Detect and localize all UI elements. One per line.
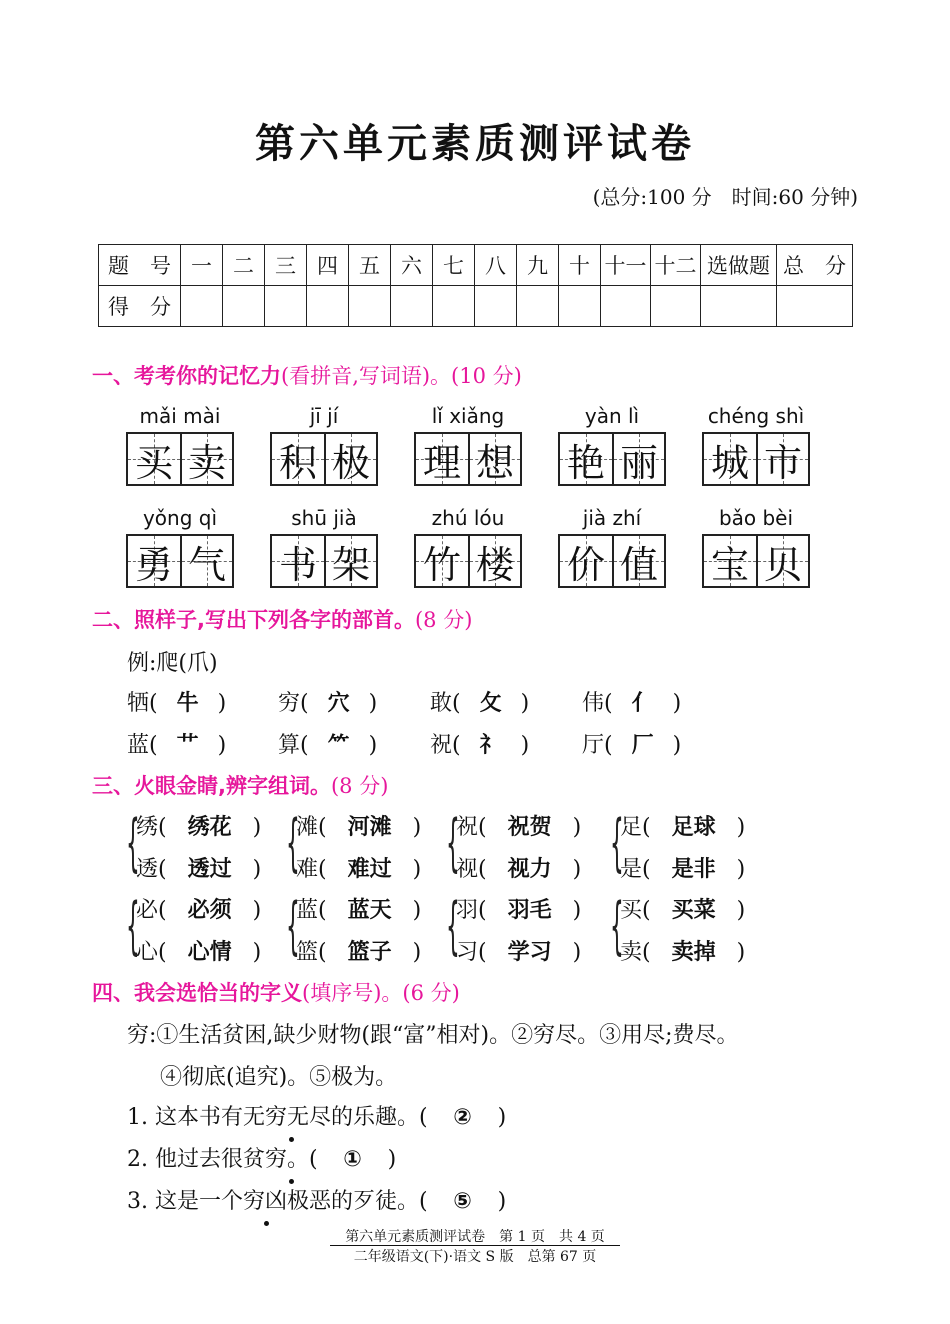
score-cell[interactable] [181, 286, 223, 327]
score-header-cell: 一 [181, 245, 223, 286]
group-answer[interactable]: 卖掉 [671, 940, 716, 965]
section-4-title: 四、我会选恰当的字义 [92, 981, 302, 1005]
question-1 [127, 1100, 506, 1131]
radical-item: 敢( 攵 ) [430, 686, 529, 717]
page-title: 第六单元素质测评试卷 [255, 121, 695, 167]
group-char: 习 [456, 940, 479, 965]
written-character: 理 [422, 440, 461, 485]
group-char: 心 [136, 940, 159, 965]
word-group-item: 滩( 河滩 ) [296, 810, 421, 841]
written-character: 想 [475, 440, 514, 485]
score-cell[interactable] [475, 286, 517, 327]
score-cell[interactable] [223, 286, 265, 327]
section-1-note: (看拼音,写词语)。(10 分) [281, 364, 522, 388]
radical-char: 牺 [127, 691, 150, 716]
group-char: 是 [620, 857, 643, 882]
score-cell[interactable] [601, 286, 651, 327]
grid-cell[interactable] [612, 536, 664, 586]
score-time-info: (总分:100 分 时间:60 分钟) [592, 185, 858, 209]
section-1-heading [92, 360, 522, 390]
group-char: 透 [136, 857, 159, 882]
radical-char: 蓝 [127, 733, 150, 758]
score-header-cell: 八 [475, 245, 517, 286]
question-text: 2. 他过去很贫穷。( [127, 1147, 318, 1172]
question-close: ) [387, 1147, 397, 1172]
word-group-item: 卖( 卖掉 ) [620, 935, 745, 966]
group-answer[interactable]: 祝贺 [507, 815, 552, 840]
radical-item: 牺( 牛 ) [127, 686, 226, 717]
section-1-title: 一、考考你的记忆力 [92, 364, 281, 388]
grid-cell[interactable] [756, 434, 808, 484]
radical-answer[interactable]: 厂 [631, 733, 654, 758]
pinyin-label: yàn lì [584, 404, 640, 428]
group-answer[interactable]: 蓝天 [347, 898, 392, 923]
written-character: 极 [331, 440, 370, 485]
pinyin-label: chéng shì [707, 404, 805, 428]
group-answer[interactable]: 羽毛 [507, 898, 552, 923]
score-header-cell: 总 分 [777, 245, 853, 286]
tian-grid-box [126, 534, 234, 588]
question-close: ) [497, 1189, 507, 1214]
group-char: 蓝 [296, 898, 319, 923]
score-cell[interactable] [517, 286, 559, 327]
word-group-item: 必( 必须 ) [136, 893, 261, 924]
section-2-heading [92, 604, 472, 634]
group-answer[interactable]: 难过 [347, 857, 392, 882]
written-character: 楼 [475, 542, 514, 587]
radical-item: 厅( 厂 ) [582, 728, 681, 759]
section-3-heading [92, 770, 388, 800]
group-char: 必 [136, 898, 159, 923]
group-char: 滩 [296, 815, 319, 840]
group-char: 难 [296, 857, 319, 882]
pinyin-label: yǒng qì [142, 506, 218, 530]
brace-icon: { [126, 889, 140, 962]
question-text: 1. 这本书有无穷无尽的乐趣。( [127, 1105, 428, 1130]
radical-item: 蓝( 艹 ) [127, 728, 226, 759]
group-answer[interactable]: 绣花 [187, 815, 232, 840]
grid-cell[interactable] [756, 536, 808, 586]
section-3-title: 三、火眼金睛,辨字组词。 [92, 774, 331, 798]
brace-icon: { [126, 806, 140, 879]
answer-text[interactable]: ① [343, 1147, 362, 1172]
grid-cell[interactable] [560, 536, 612, 586]
score-header-cell: 二 [223, 245, 265, 286]
grid-cell[interactable] [560, 434, 612, 484]
pinyin-label: zhú lóu [431, 506, 505, 530]
section-2-note: (8 分) [414, 608, 473, 632]
word-group-item: 习( 学习 ) [456, 935, 581, 966]
word-group-item: 买( 买菜 ) [620, 893, 745, 924]
group-char: 买 [620, 898, 643, 923]
tian-grid-box [558, 534, 666, 588]
tian-grid-box [414, 534, 522, 588]
score-header-cell: 六 [391, 245, 433, 286]
group-char: 祝 [456, 815, 479, 840]
radical-item: 算( ⺮ ) [278, 728, 377, 759]
footer-line-2: 二年级语文(下)·语文 S 版 总第 67 页 [353, 1249, 597, 1265]
group-answer[interactable]: 河滩 [347, 815, 392, 840]
score-cell[interactable] [265, 286, 307, 327]
grid-cell[interactable] [704, 434, 756, 484]
score-header-cell: 七 [433, 245, 475, 286]
section-2-title: 二、照样子,写出下列各字的部首。 [92, 608, 415, 632]
score-cell[interactable] [433, 286, 475, 327]
score-cell[interactable] [349, 286, 391, 327]
group-answer[interactable]: 足球 [671, 815, 716, 840]
written-character: 贝 [763, 542, 802, 587]
brace-icon: { [610, 889, 624, 962]
answer-text[interactable]: ⑤ [453, 1189, 472, 1214]
written-character: 积 [278, 440, 317, 485]
score-cell[interactable] [307, 286, 349, 327]
written-character: 市 [763, 440, 802, 485]
grid-cell[interactable] [128, 434, 180, 484]
group-answer[interactable]: 心情 [187, 940, 232, 965]
word-group-item: 祝( 祝贺 ) [456, 810, 581, 841]
grid-cell[interactable] [704, 536, 756, 586]
question-close: ) [497, 1105, 507, 1130]
radical-char: 伟 [582, 691, 605, 716]
written-character: 书 [278, 542, 317, 587]
written-character: 价 [566, 542, 605, 587]
word-group-item: 羽( 羽毛 ) [456, 893, 581, 924]
written-character: 城 [710, 440, 749, 485]
pinyin-label: mǎi mài [139, 404, 221, 428]
question-text: 3. 这是一个穷凶极恶的歹徒。( [127, 1189, 428, 1214]
grid-cell[interactable] [272, 536, 324, 586]
answer-text[interactable]: ② [453, 1105, 472, 1130]
footer-line-1: 第六单元素质测评试卷 第 1 页 共 4 页 [345, 1229, 605, 1245]
score-row-label: 得 分 [99, 286, 181, 327]
score-header-cell: 九 [517, 245, 559, 286]
brace-icon: { [610, 806, 624, 879]
grid-cell[interactable] [468, 536, 520, 586]
pinyin-label: jià zhí [582, 506, 642, 530]
tian-grid-box [702, 534, 810, 588]
brace-icon: { [286, 806, 300, 879]
grid-cell[interactable] [416, 434, 468, 484]
brace-icon: { [446, 806, 460, 879]
written-character: 勇 [134, 542, 173, 587]
radical-char: 算 [278, 733, 301, 758]
word-group-item: 视( 视力 ) [456, 852, 581, 883]
score-table-score-row [99, 286, 853, 327]
group-char: 篮 [296, 940, 319, 965]
written-character: 值 [619, 542, 658, 587]
radical-answer[interactable]: 攵 [479, 691, 502, 716]
word-group-item: 篮( 篮子 ) [296, 935, 421, 966]
word-group-item: 足( 足球 ) [620, 810, 745, 841]
tian-grid-box [702, 432, 810, 486]
section-2-example: 例:爬(爪) [127, 651, 218, 676]
written-character: 气 [187, 542, 226, 587]
group-char: 绣 [136, 815, 159, 840]
definition-line-1: 穷:①生活贫困,缺少财物(跟“富”相对)。②穷尽。③用尽;费尽。 [127, 1023, 739, 1048]
grid-cell[interactable] [612, 434, 664, 484]
grid-cell[interactable] [416, 536, 468, 586]
radical-answer[interactable]: 艹 [176, 733, 199, 758]
tian-grid-box [414, 432, 522, 486]
radical-item: 伟( 亻 ) [582, 686, 681, 717]
score-cell[interactable] [651, 286, 701, 327]
score-table-header-row [99, 245, 853, 286]
score-header-cell: 五 [349, 245, 391, 286]
radical-answer[interactable]: 亻 [631, 691, 654, 716]
word-group-item: 心( 心情 ) [136, 935, 261, 966]
score-cell[interactable] [777, 286, 853, 327]
written-character: 宝 [710, 542, 749, 587]
group-answer[interactable]: 是非 [671, 857, 716, 882]
section-4-note: (填序号)。(6 分) [302, 981, 460, 1005]
question-3 [127, 1184, 506, 1215]
written-character: 架 [331, 542, 370, 587]
tian-grid-box [558, 432, 666, 486]
score-cell[interactable] [559, 286, 601, 327]
score-header-cell: 十一 [601, 245, 651, 286]
radical-item: 祝( 礻 ) [430, 728, 529, 759]
question-2 [127, 1142, 396, 1173]
radical-answer[interactable]: 穴 [327, 691, 350, 716]
pinyin-label: bǎo bèi [718, 506, 794, 530]
group-answer[interactable]: 篮子 [347, 940, 392, 965]
score-header-cell: 四 [307, 245, 349, 286]
pinyin-label: lǐ xiǎng [431, 404, 505, 428]
grid-cell[interactable] [324, 536, 376, 586]
group-char: 足 [620, 815, 643, 840]
radical-char: 敢 [430, 691, 453, 716]
word-group-item: 绣( 绣花 ) [136, 810, 261, 841]
group-answer[interactable]: 视力 [507, 857, 552, 882]
group-char: 卖 [620, 940, 643, 965]
written-character: 艳 [566, 440, 605, 485]
tian-grid-box [270, 432, 378, 486]
score-header-cell: 十二 [651, 245, 701, 286]
grid-cell[interactable] [272, 434, 324, 484]
radical-answer[interactable]: ⺮ [327, 733, 350, 758]
tian-grid-box [126, 432, 234, 486]
definition-line-2: ④彻底(追究)。⑤极为。 [160, 1065, 398, 1090]
score-header-cell: 十 [559, 245, 601, 286]
pinyin-label: shū jià [291, 506, 357, 530]
grid-cell[interactable] [180, 536, 232, 586]
group-answer[interactable]: 买菜 [671, 898, 716, 923]
tian-grid-box [270, 534, 378, 588]
score-header-cell: 三 [265, 245, 307, 286]
grid-cell[interactable] [180, 434, 232, 484]
radical-char: 穷 [278, 691, 301, 716]
score-table [98, 244, 853, 327]
score-cell[interactable] [701, 286, 777, 327]
group-answer[interactable]: 学习 [507, 940, 552, 965]
brace-icon: { [286, 889, 300, 962]
radical-char: 祝 [430, 733, 453, 758]
grid-cell[interactable] [324, 434, 376, 484]
word-group-item: 是( 是非 ) [620, 852, 745, 883]
group-char: 视 [456, 857, 479, 882]
word-group-item: 蓝( 蓝天 ) [296, 893, 421, 924]
radical-char: 厅 [582, 733, 605, 758]
group-answer[interactable]: 透过 [187, 857, 232, 882]
score-header-cell: 选做题 [701, 245, 777, 286]
grid-cell[interactable] [128, 536, 180, 586]
radical-item: 穷( 穴 ) [278, 686, 377, 717]
written-character: 丽 [619, 440, 658, 485]
section-4-heading [92, 977, 460, 1007]
score-cell[interactable] [391, 286, 433, 327]
score-header-cell: 题 号 [99, 245, 181, 286]
grid-cell[interactable] [468, 434, 520, 484]
brace-icon: { [446, 889, 460, 962]
pinyin-label: jī jí [309, 404, 339, 428]
radical-answer[interactable]: 礻 [479, 733, 502, 758]
group-answer[interactable]: 必须 [187, 898, 232, 923]
written-character: 买 [134, 440, 173, 485]
written-character: 卖 [187, 440, 226, 485]
section-3-note: (8 分) [330, 774, 389, 798]
written-character: 竹 [422, 542, 461, 587]
radical-answer[interactable]: 牛 [176, 691, 199, 716]
group-char: 羽 [456, 898, 479, 923]
word-group-item: 难( 难过 ) [296, 852, 421, 883]
word-group-item: 透( 透过 ) [136, 852, 261, 883]
